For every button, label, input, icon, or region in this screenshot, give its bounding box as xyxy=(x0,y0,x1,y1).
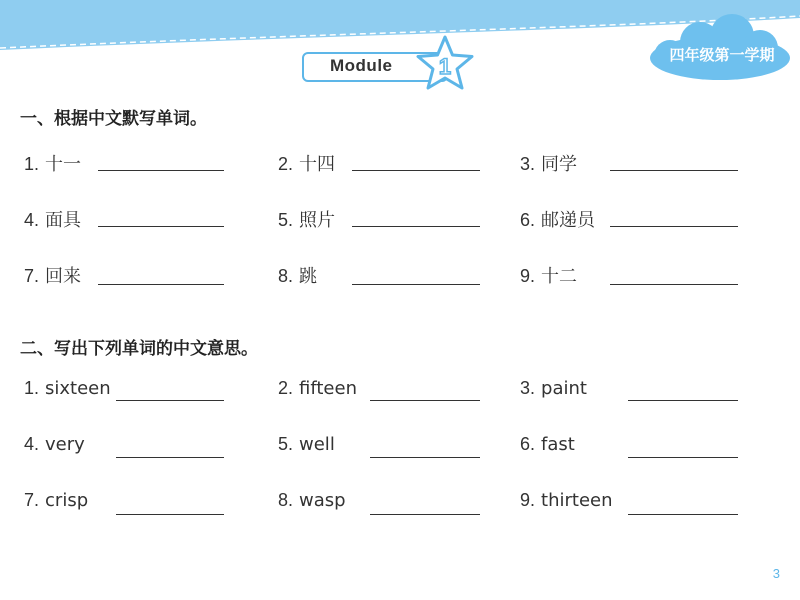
item-text: very xyxy=(45,434,85,455)
s1-item-8 xyxy=(278,262,317,288)
item-text: fast xyxy=(541,434,575,455)
page-number: 3 xyxy=(772,566,780,581)
s1-item-2 xyxy=(278,150,335,176)
answer-line[interactable] xyxy=(98,284,224,285)
s2-item-4 xyxy=(24,434,85,455)
item-text: 十二 xyxy=(541,266,578,287)
item-number: 7. xyxy=(24,266,40,286)
item-number: 5. xyxy=(278,434,294,454)
answer-line[interactable] xyxy=(370,400,480,401)
s2-item-2 xyxy=(278,378,357,399)
item-number: 1. xyxy=(24,154,40,174)
item-number: 2. xyxy=(278,154,294,174)
answer-line[interactable] xyxy=(98,226,224,227)
answer-line[interactable] xyxy=(116,514,224,515)
item-number: 9. xyxy=(520,490,536,510)
item-text: 面具 xyxy=(45,210,82,231)
answer-line[interactable] xyxy=(116,400,224,401)
answer-line[interactable] xyxy=(610,284,738,285)
item-number: 4. xyxy=(24,210,40,230)
answer-line[interactable] xyxy=(610,170,738,171)
s1-item-6 xyxy=(520,206,595,232)
answer-line[interactable] xyxy=(628,400,738,401)
item-text: 十四 xyxy=(299,154,336,175)
item-number: 8. xyxy=(278,266,294,286)
item-number: 6. xyxy=(520,434,536,454)
s2-item-7 xyxy=(24,490,88,511)
item-number: 7. xyxy=(24,490,40,510)
answer-line[interactable] xyxy=(370,457,480,458)
item-text: thirteen xyxy=(541,490,613,511)
s1-item-7 xyxy=(24,262,81,288)
answer-line[interactable] xyxy=(352,284,480,285)
item-text: sixteen xyxy=(45,378,111,399)
item-number: 2. xyxy=(278,378,294,398)
item-number: 3. xyxy=(520,154,536,174)
item-text: well xyxy=(299,434,335,455)
item-text: paint xyxy=(541,378,587,399)
module-label: Module xyxy=(330,56,393,75)
s2-item-8 xyxy=(278,490,346,511)
item-number: 5. xyxy=(278,210,294,230)
answer-line[interactable] xyxy=(628,514,738,515)
item-text: 照片 xyxy=(299,210,336,231)
s1-item-4 xyxy=(24,206,81,232)
star-icon xyxy=(414,34,476,96)
item-number: 3. xyxy=(520,378,536,398)
section2-title: 二、写出下列单词的中文意思。 xyxy=(20,339,258,359)
s2-item-5 xyxy=(278,434,335,455)
answer-line[interactable] xyxy=(610,226,738,227)
answer-line[interactable] xyxy=(116,457,224,458)
s2-item-6 xyxy=(520,434,575,455)
answer-line[interactable] xyxy=(628,457,738,458)
grade-label: 四年级第一学期 xyxy=(669,46,775,64)
s1-item-5 xyxy=(278,206,335,232)
s2-item-3 xyxy=(520,378,587,399)
item-text: 邮递员 xyxy=(541,210,596,231)
item-text: crisp xyxy=(45,490,89,511)
item-text: fifteen xyxy=(299,378,357,399)
item-text: 跳 xyxy=(299,266,318,287)
item-text: 同学 xyxy=(541,154,578,175)
item-number: 1. xyxy=(24,378,40,398)
item-number: 9. xyxy=(520,266,536,286)
s1-item-1 xyxy=(24,150,81,176)
item-text: 十一 xyxy=(45,154,82,175)
item-text: 回来 xyxy=(45,266,82,287)
module-number: 1 xyxy=(438,54,452,79)
item-number: 6. xyxy=(520,210,536,230)
item-text: wasp xyxy=(299,490,346,511)
s1-item-3 xyxy=(520,150,577,176)
s2-item-9 xyxy=(520,490,613,511)
item-number: 8. xyxy=(278,490,294,510)
answer-line[interactable] xyxy=(352,226,480,227)
item-number: 4. xyxy=(24,434,40,454)
s2-item-1 xyxy=(24,378,111,399)
s1-item-9 xyxy=(520,262,577,288)
section1-title: 一、根据中文默写单词。 xyxy=(20,109,207,129)
answer-line[interactable] xyxy=(352,170,480,171)
answer-line[interactable] xyxy=(98,170,224,171)
answer-line[interactable] xyxy=(370,514,480,515)
